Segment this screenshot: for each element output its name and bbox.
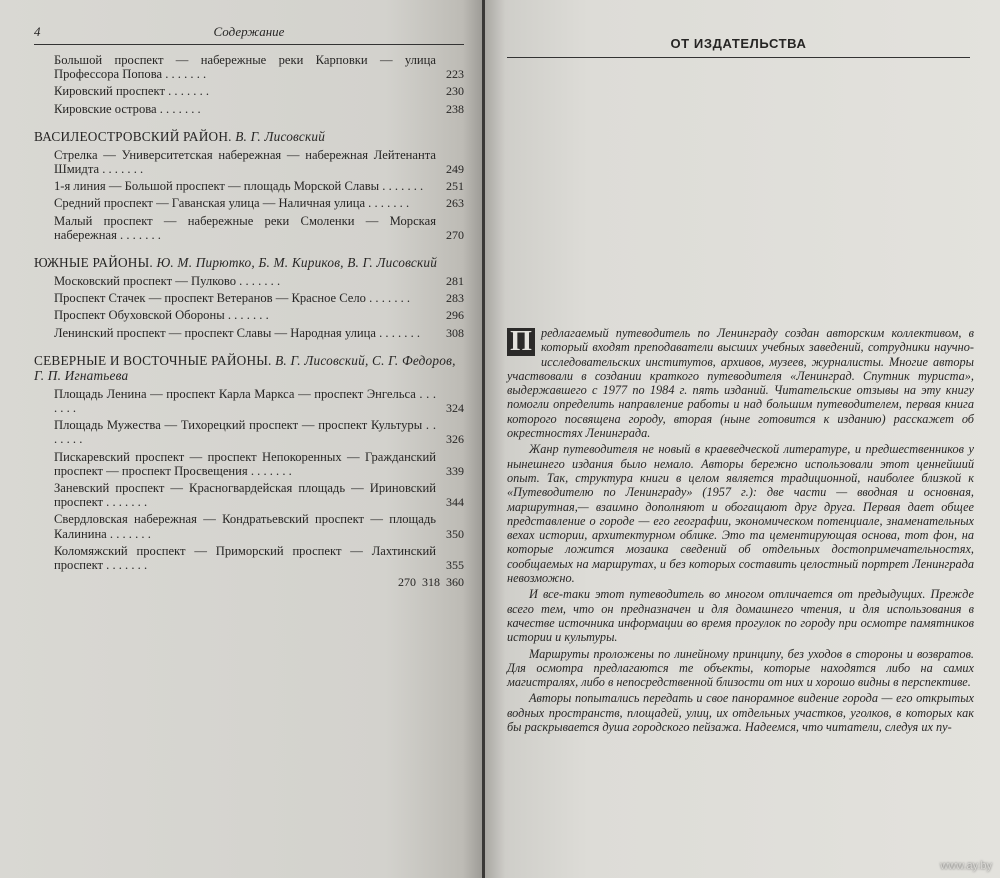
toc-entry-text: Пискаревский проспект — проспект Непокоренных — Гражданский проспект — проспект Просвещения . . . . . . . <box>54 449 436 478</box>
toc-entry-text: Кировские острова . . . . . . . <box>54 101 201 116</box>
toc-entry <box>54 481 464 509</box>
toc-entry-page: 350 <box>446 526 464 541</box>
preface-paragraph-text: И все-таки этот путеводитель во многом отличается от предыдущих. Прежде всего тем, что он предназначен и для домашнего чтения, и для использования в качестве источника информации во время прогулок по городу при осмотре памятников истории и культуры. <box>507 587 974 645</box>
toc-entry-page: 270 <box>446 227 464 242</box>
toc-entry-text: Малый проспект — набережные реки Смоленки — Морская набережная . . . . . . . <box>54 213 436 242</box>
toc-entry-text: 1-я линия — Большой проспект — площадь Морской Славы . . . . . . . <box>54 179 424 194</box>
toc-entry-text: Проспект Стачек — проспект Ветеранов — Красное Село . . . . . . . <box>54 291 411 306</box>
section-heading-text: СЕВЕРНЫЕ И ВОСТОЧНЫЕ РАЙОНЫ. <box>34 352 276 368</box>
toc-entry-page: 324 <box>446 401 464 416</box>
trailing-page-number: 270 <box>398 575 416 590</box>
toc-entry-text: Кировский проспект . . . . . . . <box>54 84 210 99</box>
preface-paragraph <box>507 691 974 734</box>
preface-paragraph <box>507 647 974 690</box>
preface-paragraph <box>507 587 974 644</box>
toc-entry-text: Площадь Мужества — Тихорецкий проспект — проспект Культуры . . . . . . . <box>54 418 436 447</box>
toc-entry <box>54 544 464 572</box>
drop-cap: П <box>507 328 535 356</box>
toc-entry <box>54 326 464 340</box>
section-heading-text: ЮЖНЫЕ РАЙОНЫ. <box>34 255 157 271</box>
toc-entry-text: Большой проспект — набережные реки Карповки — улица Профессора Попова . . . . . . . <box>54 53 436 82</box>
toc-entry <box>54 387 464 415</box>
watermark: www.ay.by <box>940 860 992 872</box>
toc-entry-page: 355 <box>446 558 464 573</box>
toc-entry-text: Коломяжский проспект — Приморский проспект — Лахтинский проспект . . . . . . . <box>54 543 436 573</box>
table-of-contents <box>34 53 464 589</box>
page-number: 4 <box>34 24 41 39</box>
toc-entry-page: 281 <box>446 274 464 289</box>
running-head-title: Содержание <box>213 24 285 39</box>
toc-entry <box>54 450 464 478</box>
toc-entry-text: Свердловская набережная — Кондратьевский проспект — площадь Калинина . . . . . . . <box>54 512 436 541</box>
toc-entry-text: Проспект Обуховской Обороны . . . . . . . <box>54 308 269 323</box>
toc-entry <box>54 179 464 193</box>
preface-paragraph-text: Авторы попытались передать и свое панорамное видение города — его открытых водных пространств, площадей, улиц, их отдельных участков, уголков, в которых как бы раскрывается душа городского пейзажа. Надеемся, что читатели, следуя их пу- <box>507 691 974 735</box>
toc-entry <box>54 418 464 446</box>
preface-paragraph <box>507 442 974 585</box>
toc-entry <box>54 274 464 288</box>
toc-entry <box>54 214 464 242</box>
toc-entry-text: Средний проспект — Гаванская улица — Наличная улица . . . . . . . <box>54 196 410 211</box>
toc-entry-page: 238 <box>446 101 464 116</box>
toc-entry <box>54 291 464 305</box>
toc-entry-text: Площадь Ленина — проспект Карла Маркса — проспект Энгельса . . . . . . . <box>54 386 436 416</box>
preface-paragraph <box>507 326 974 440</box>
toc-section-heading <box>34 129 464 144</box>
toc-entry <box>54 148 464 176</box>
toc-entry-page: 251 <box>446 179 464 194</box>
preface-paragraph-text: Жанр путеводителя не новый в краеведческой литературе, и предшественников у нынешнего издания было немало. Авторы бережно использовали этот ценнейший опыт. Так, структура книги в целом является традиционной, наиболее близкой к «Путеводителю по Ленинграду» (1957 г.): две части — вводная и основная, маршрутная,— взаимно дополняют и обогащают друг друга. Первая дает общее представление о городе — его географии, экономическом потенциале, знаменательных вехах истории, архитектурном облике. Это та цементирующая основа, тот фон, на которые ложится мозаика сведений об отдельных достопримечательностях, сообщаемых на маршрутах, и без которых составить целостный портрет Ленинграда невозможно. <box>507 442 974 586</box>
preface-paragraph-text: редлагаемый путеводитель по Ленинграду создан авторским коллективом, в который входят преподаватели высших учебных заведений, сотрудники научно-исследовательских институтов, архивов, музеев, журналисты. Многие авторы участвовали в создании краткого путеводителя «Ленинград. Спутник туриста», выдержавшего с 1977 по 1984 г. пять изданий. Читательские отзывы на эту книгу помогли определить направление работы и над большим путеводителем, первая книга которого посвящена городу, вторая (ныне готовится к изданию) расскажет об окрестностях Ленинграда. <box>507 326 974 441</box>
toc-entry <box>54 512 464 540</box>
toc-entry-page: 263 <box>446 196 464 211</box>
toc-entry-page: 283 <box>446 291 464 306</box>
toc-section-heading <box>34 353 464 383</box>
toc-entry-text: Заневский проспект — Красногвардейская площадь — Ириновский проспект . . . . . . . <box>54 481 436 510</box>
toc-entry <box>54 308 464 322</box>
toc-entry-page: 249 <box>446 162 464 177</box>
left-page <box>0 0 482 878</box>
section-authors: Ю. М. Пирютко, Б. М. Кириков, В. Г. Лисовский <box>156 255 438 271</box>
section-authors: В. Г. Лисовский <box>235 128 326 144</box>
toc-entry-page: 308 <box>446 325 464 340</box>
toc-entry-text: Московский проспект — Пулково . . . . . . . <box>54 274 281 289</box>
section-heading-text: ВАСИЛЕОСТРОВСКИЙ РАЙОН. <box>34 128 236 144</box>
toc-entry <box>54 102 464 116</box>
toc-entry <box>54 53 464 81</box>
trailing-page-number: 318 <box>422 575 440 590</box>
toc-entry <box>54 196 464 210</box>
toc-entry-page: 230 <box>446 84 464 99</box>
trailing-page-number: 360 <box>446 575 464 590</box>
toc-entry-text: Стрелка — Университетская набережная — набережная Лейтенанта Шмидта . . . . . . . <box>54 147 436 177</box>
preface-paragraph-text: Маршруты проложены по линейному принципу, без уходов в стороны и возвратов. Для осмотра предлагаются те объекты, которые находятся либо на самих магистралях, либо в непосредственной близости от них и хорошо видны в перспективе. <box>507 646 974 690</box>
right-page <box>485 0 1000 878</box>
toc-entry-page: 344 <box>446 495 464 510</box>
toc-entry-page: 339 <box>446 463 464 478</box>
trailing-page-numbers <box>34 575 464 589</box>
section-authors: В. Г. Лисовский, С. Г. Федоров, Г. П. Игнатьева <box>34 352 456 383</box>
toc-section-heading <box>34 255 464 270</box>
toc-entry-page: 296 <box>446 308 464 323</box>
preface-text <box>507 326 974 734</box>
toc-entry-page: 223 <box>446 67 464 82</box>
section-title: ОТ ИЗДАТЕЛЬСТВА <box>507 36 970 58</box>
toc-entry <box>54 84 464 98</box>
toc-entry-page: 326 <box>446 432 464 447</box>
toc-entry-text: Ленинский проспект — проспект Славы — Народная улица . . . . . . . <box>54 325 421 340</box>
running-head <box>34 24 464 45</box>
